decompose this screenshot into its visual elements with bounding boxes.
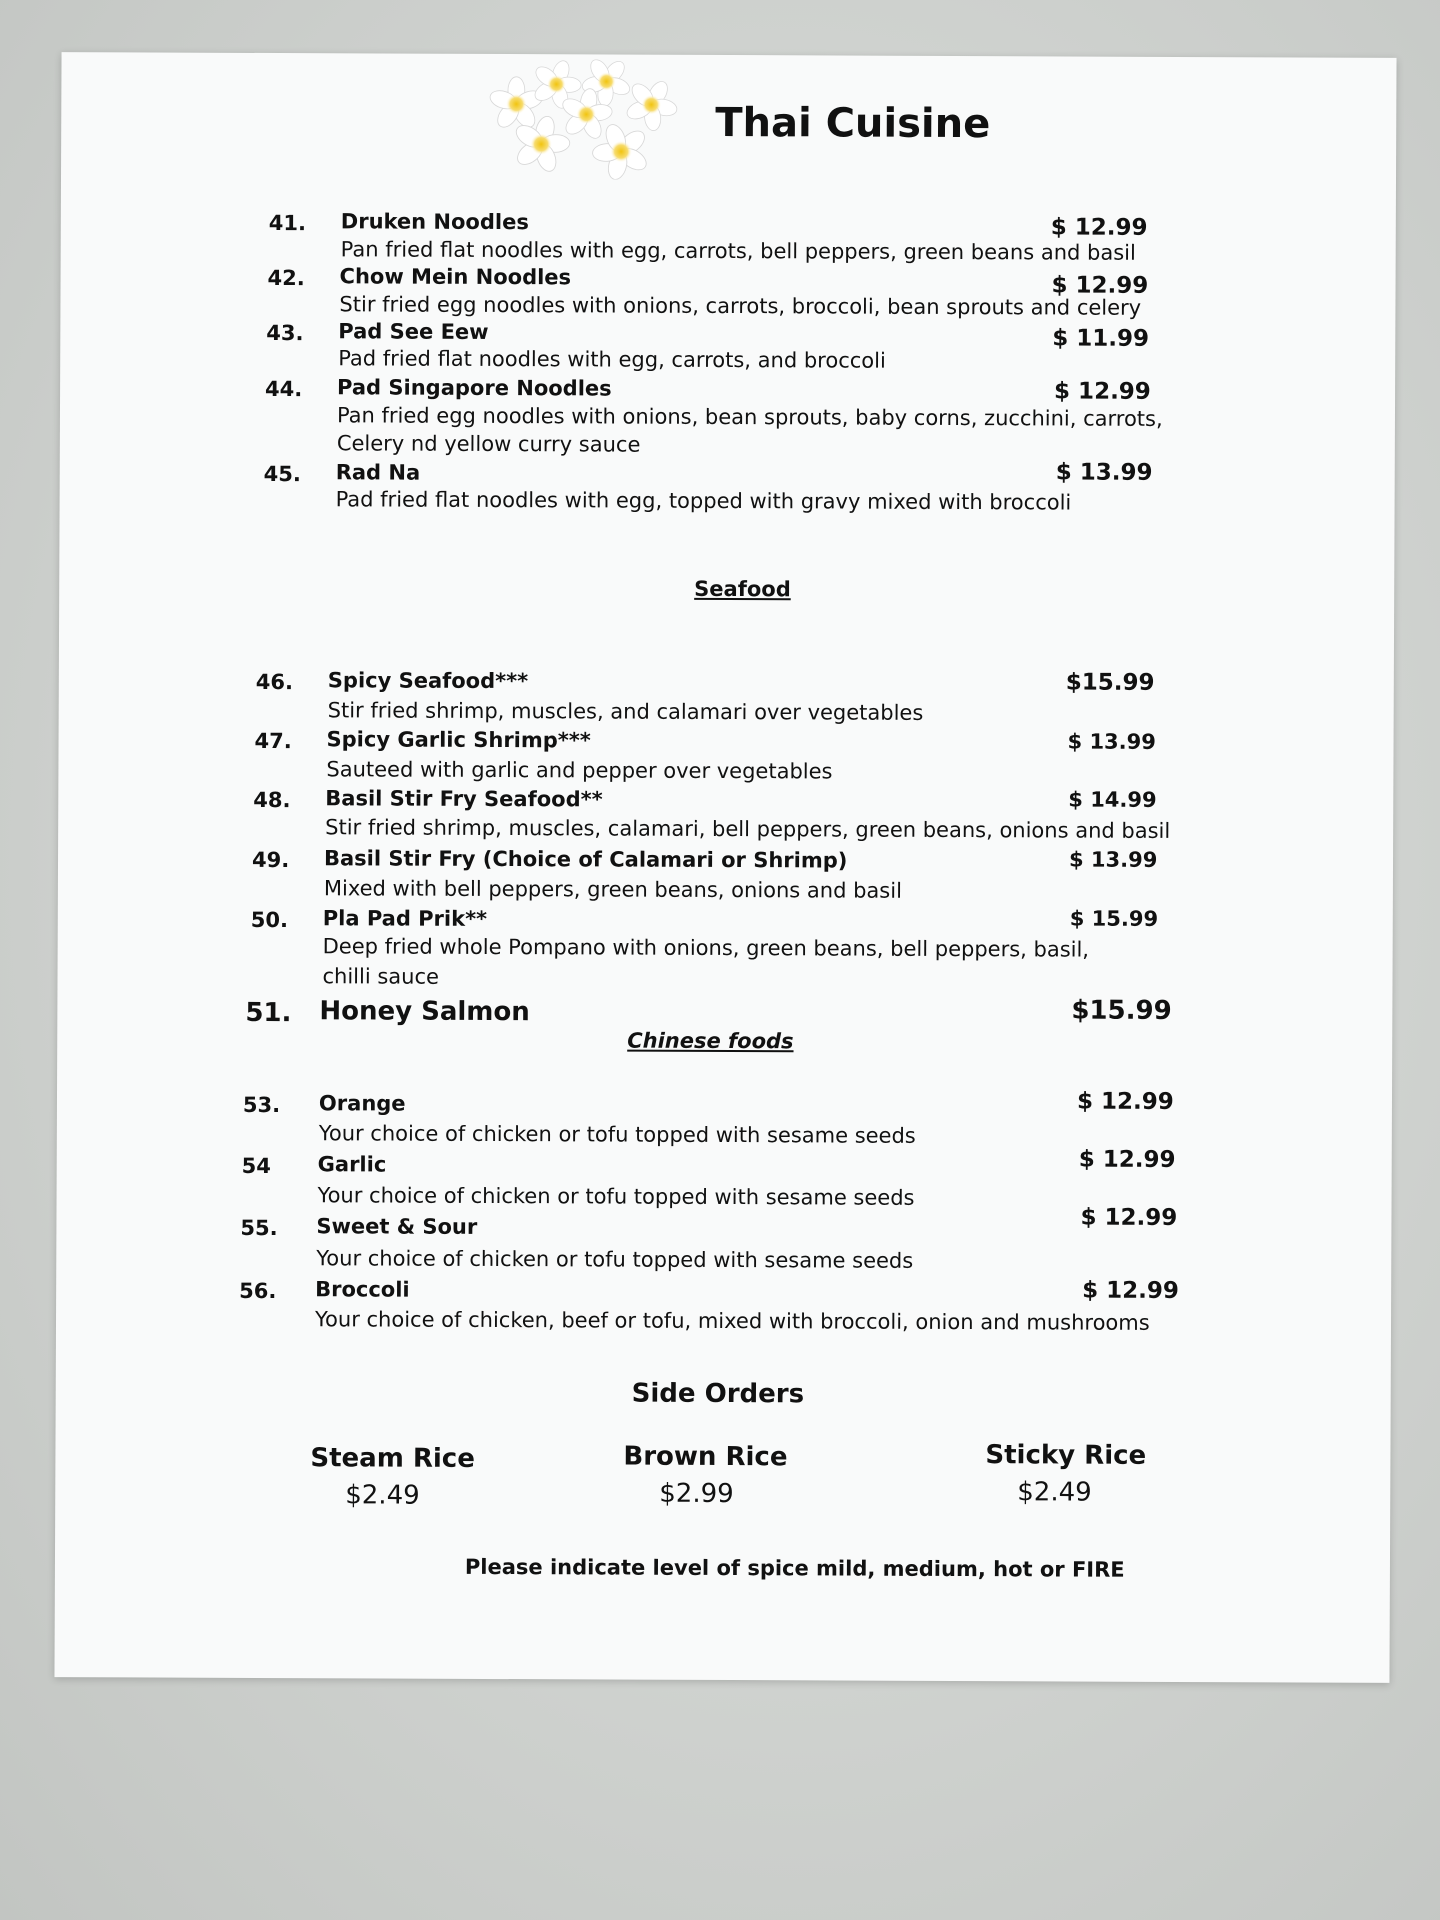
item-name: Pla Pad Prik** xyxy=(322,906,488,931)
item-number: 54 xyxy=(241,1153,271,1179)
item-price: $ 13.99 xyxy=(1068,847,1158,872)
item-number: 56. xyxy=(239,1278,277,1304)
item-description: Mixed with bell peppers, green beans, onions and basil xyxy=(323,876,902,903)
item-name: Sweet & Sour xyxy=(316,1214,478,1239)
plumeria-flowers-icon xyxy=(486,59,697,180)
item-price: $ 12.99 xyxy=(1076,1088,1174,1115)
item-description: Your choice of chicken or tofu topped with sesame seeds xyxy=(317,1183,915,1210)
item-number: 44. xyxy=(265,376,303,402)
item-name: Chow Mein Noodles xyxy=(339,264,572,290)
item-name: Honey Salmon xyxy=(319,996,530,1028)
item-number: 49. xyxy=(251,847,290,873)
item-name: Pad Singapore Noodles xyxy=(337,375,612,401)
item-price: $ 12.99 xyxy=(1051,272,1149,299)
item-name: Druken Noodles xyxy=(340,209,529,235)
item-name: Basil Stir Fry Seafood** xyxy=(325,786,603,812)
item-price: $ 12.99 xyxy=(1050,214,1148,241)
section-heading-side-orders: Side Orders xyxy=(631,1378,805,1410)
item-name: Broccoli xyxy=(315,1277,410,1302)
item-description: Deep fried whole Pompano with onions, green beans, bell peppers, basil, xyxy=(322,934,1090,962)
item-number: 46. xyxy=(255,669,294,695)
item-number: 47. xyxy=(254,728,292,754)
item-price: $ 12.99 xyxy=(1082,1277,1179,1304)
item-description: Pan fried flat noodles with egg, carrots, bell peppers, green beans and basil xyxy=(340,237,1136,265)
item-price: $ 12.99 xyxy=(1054,378,1151,405)
item-description: Pad fried flat noodles with egg, topped with gravy mixed with broccoli xyxy=(335,487,1072,515)
side-item-price: $2.49 xyxy=(1017,1477,1092,1508)
item-name: Spicy Garlic Shrimp*** xyxy=(326,727,591,753)
item-price: $ 15.99 xyxy=(1069,906,1159,931)
item-description: Sauteed with garlic and pepper over vegetables xyxy=(326,757,833,784)
item-price: $ 11.99 xyxy=(1052,325,1150,352)
item-number: 51. xyxy=(245,997,292,1029)
item-description: Stir fried shrimp, muscles, calamari, bell peppers, green beans, onions and basil xyxy=(325,815,1171,843)
side-item-name: Brown Rice xyxy=(623,1441,788,1473)
side-item-name: Steam Rice xyxy=(310,1443,475,1474)
item-number: 43. xyxy=(266,320,304,346)
item-description: Your choice of chicken or tofu topped with sesame seeds xyxy=(318,1121,916,1148)
item-name: Rad Na xyxy=(335,460,421,485)
side-item-price: $2.49 xyxy=(345,1480,420,1511)
item-number: 50. xyxy=(250,907,289,933)
section-heading-chinese-foods: Chinese foods xyxy=(627,1028,794,1054)
item-name: Basil Stir Fry (Choice of Calamari or Shrimp) xyxy=(323,846,848,873)
item-name: Garlic xyxy=(317,1152,387,1177)
item-description: Your choice of chicken, beef or tofu, mixed with broccoli, onion and mushrooms xyxy=(314,1307,1150,1335)
item-number: 48. xyxy=(253,787,291,813)
side-item-name: Sticky Rice xyxy=(985,1440,1147,1471)
item-description: Stir fried egg noodles with onions, carrots, broccoli, bean sprouts and celery xyxy=(339,292,1142,320)
item-price: $ 13.99 xyxy=(1067,729,1156,754)
item-price: $15.99 xyxy=(1065,669,1155,696)
item-price: $ 12.99 xyxy=(1080,1204,1178,1231)
item-description: Pan fried egg noodles with onions, bean sprouts, baby corns, zucchini, carrots, xyxy=(336,403,1163,431)
item-name: Orange xyxy=(318,1091,406,1116)
side-item-price: $2.99 xyxy=(659,1478,734,1510)
item-number: 45. xyxy=(263,461,301,487)
item-number: 55. xyxy=(240,1215,278,1241)
item-description: chilli sauce xyxy=(322,964,440,989)
item-number: 53. xyxy=(242,1092,281,1118)
item-price: $ 12.99 xyxy=(1078,1146,1176,1173)
item-description: Celery nd yellow curry sauce xyxy=(336,431,641,457)
item-number: 42. xyxy=(267,265,305,291)
item-price: $15.99 xyxy=(1071,995,1172,1026)
section-heading-seafood: Seafood xyxy=(694,576,791,602)
item-name: Spicy Seafood*** xyxy=(327,668,529,694)
menu-title: Thai Cuisine xyxy=(715,99,991,148)
item-price: $ 13.99 xyxy=(1055,459,1153,486)
item-description: Stir fried shrimp, muscles, and calamari over vegetables xyxy=(327,698,924,725)
menu-sheet xyxy=(54,52,1396,1683)
item-price: $ 14.99 xyxy=(1068,787,1157,812)
item-description: Pad fried flat noodles with egg, carrots, and broccoli xyxy=(338,346,886,373)
item-number: 41. xyxy=(268,211,307,236)
item-description: Your choice of chicken or tofu topped with sesame seeds xyxy=(316,1246,914,1273)
item-name: Pad See Eew xyxy=(338,319,489,344)
spice-level-note: Please indicate level of spice mild, medium, hot or FIRE xyxy=(464,1554,1125,1582)
